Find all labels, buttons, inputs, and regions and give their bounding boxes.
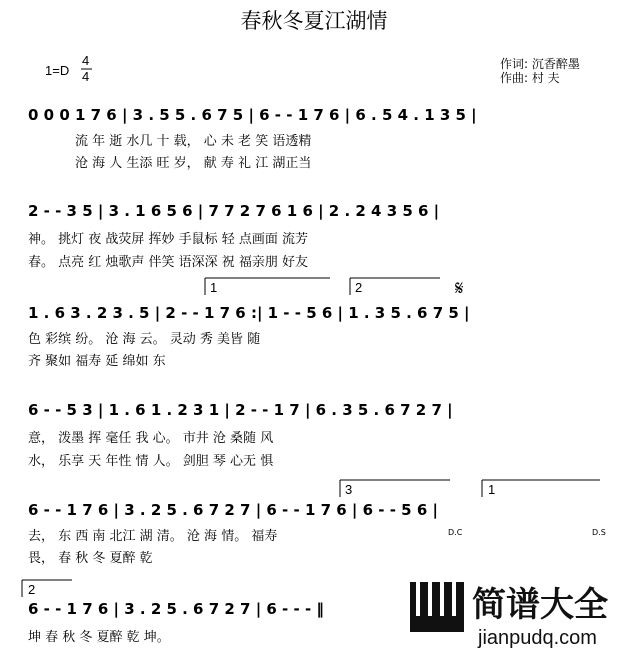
piano-white-key [440,582,444,616]
key-signature: 1=D [45,63,70,78]
volta-2b-label: 2 [28,582,36,597]
lyrics-line-5-verse-1: 去， 东 西 南 北江 湖 清。 沧 海 情。 福寿 [28,529,278,544]
volta-1b-label: 1 [488,482,496,497]
notes-line-5: 6 - - 1 7 6 | 3 . 2 5 . 6 7 2 7 | 6 - - 1 7 6 | 6 - - 5 6 | [28,501,438,519]
lyrics-line-2-verse-2: 春。 点亮 红 烛歌声 伴笑 语深深 祝 福亲朋 好友 [28,255,309,270]
notes-line-3: 1 . 6 3 . 2 3 . 5 | 2 - - 1 7 6 :| 1 - - 5 6 | 1 . 3 5 . 6 7 5 | [28,304,470,322]
lyrics-line-3-verse-2: 齐 聚如 福寿 延 绵如 东 [28,354,166,369]
notes-line-1: 0 0 0 1 7 6 | 3 . 5 5 . 6 7 5 | 6 - - 1 7 6 | 6 . 5 4 . 1 3 5 | [28,106,477,124]
site-logo [410,582,608,649]
lyricist-credit: 作词: 沉香醉墨 [500,57,580,71]
lyrics-line-5-verse-2: 畏， 春 秋 冬 夏醉 乾 [28,551,153,566]
song-title: 春秋冬夏江湖情 [240,9,388,33]
volta-3-label: 3 [345,482,353,497]
lyrics-line-1-verse-1: 流 年 逝 水几 十 载， 心 未 老 笑 语透精 [75,134,312,149]
lyrics-line-4-verse-2: 水， 乐享 天 年性 情 人。 剑胆 琴 心无 惧 [28,454,274,469]
lyrics-line-1-verse-2: 沧 海 人 生添 旺 岁， 献 寿 礼 江 湖正当 [75,156,312,171]
piano-white-key [416,582,420,616]
composer-credit: 作曲: 村 夫 [500,71,560,85]
dc-mark: D.C [448,528,463,537]
time-signature-bottom: 4 [82,69,90,84]
lyrics-line-2-verse-1: 神。 挑灯 夜 战荧屏 挥妙 手鼠标 轻 点画面 流芳 [28,232,309,247]
lyrics-line-4-verse-1: 意， 泼墨 挥 毫任 我 心。 市井 沧 桑随 风 [28,431,274,446]
logo-text: 简谱大全 [472,585,608,625]
notes-line-4: 6 - - 5 3 | 1 . 6 1 . 2 3 1 | 2 - - 1 7 | 6 . 3 5 . 6 7 2 7 | [28,401,453,419]
notes-line-6: 6 - - 1 7 6 | 3 . 2 5 . 6 7 2 7 | 6 - - - ‖ [28,600,324,618]
logo-url: jianpudq.com [478,627,597,649]
ds-mark: D.S [592,528,606,537]
segno-sign: 𝄋 [455,276,464,300]
volta-1-label: 1 [210,280,218,295]
lyrics-line-6-verse-1: 坤 春 秋 冬 夏醉 乾 坤。 [28,630,170,645]
volta-2-label: 2 [355,280,363,295]
notes-line-2: 2 - - 3 5 | 3 . 1 6 5 6 | 7 7 2 7 6 1 6 | 2 . 2 4 3 5 6 | [28,202,440,220]
lyrics-line-3-verse-1: 色 彩缤 纷。 沧 海 云。 灵动 秀 美皆 随 [28,332,261,347]
time-signature-top: 4 [82,53,90,68]
piano-white-key [452,582,456,616]
piano-white-key [428,582,432,616]
